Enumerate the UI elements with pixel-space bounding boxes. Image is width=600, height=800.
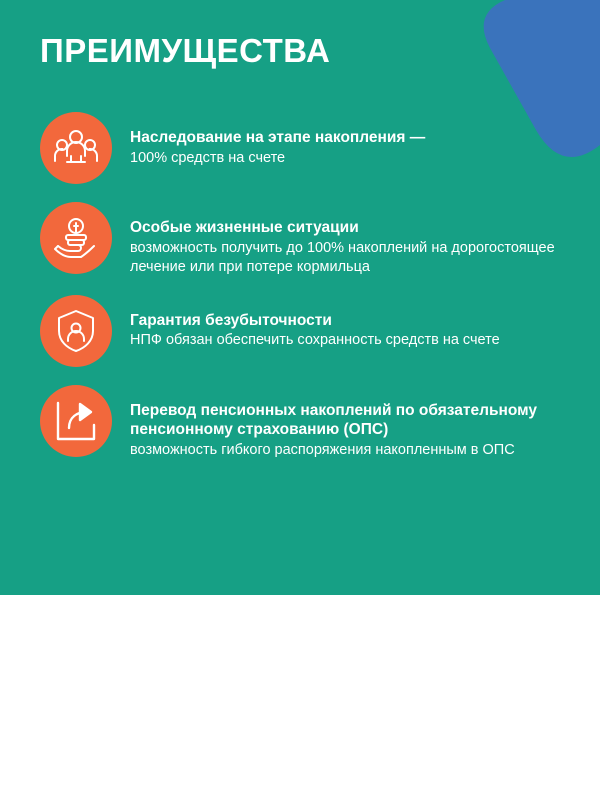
shield-person-icon xyxy=(40,295,112,367)
list-item-text xyxy=(130,295,500,351)
transfer-arrow-icon xyxy=(40,385,112,457)
list-item-text xyxy=(130,112,425,168)
list-item-title: Особые жизненные ситуации xyxy=(130,219,359,236)
list-item xyxy=(40,295,564,367)
list-item-title: Наследование на этапе накопления — xyxy=(130,129,426,146)
list-item-title: Перевод пенсионных накоплений по обязательному пенсионному страхованию (ОПС) xyxy=(130,401,538,439)
list-item-description: возможность гибкого распоряжения накопленным в ОПС xyxy=(130,441,515,458)
list-item-title: Гарантия безубыточности xyxy=(130,311,332,329)
list-item-description: 100% средств на счете xyxy=(130,149,286,166)
benefits-list xyxy=(40,112,564,478)
family-group-icon xyxy=(40,112,112,184)
list-item-text xyxy=(130,385,564,460)
list-item xyxy=(40,202,564,277)
list-item-description: возможность получить до 100% накоплений на дорогостоящее лечение или при потере кормильца xyxy=(130,239,555,275)
list-item xyxy=(40,385,564,460)
blank-bottom-area xyxy=(0,595,600,800)
hand-with-coins-icon xyxy=(40,202,112,274)
page-title: ПРЕИМУЩЕСТВА xyxy=(40,32,331,69)
list-item-text xyxy=(130,202,564,277)
list-item-description: НПФ обязан обеспечить сохранность средств на счете xyxy=(130,332,500,349)
list-item xyxy=(40,112,564,184)
